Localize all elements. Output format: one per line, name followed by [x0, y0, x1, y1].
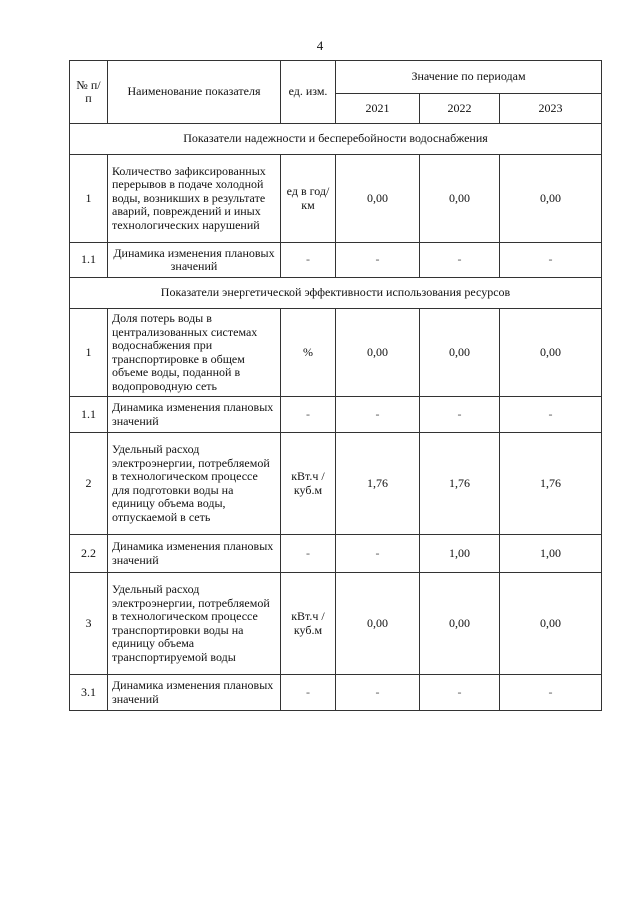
row-value: 1,76 — [420, 433, 500, 535]
header-year: 2023 — [500, 94, 602, 124]
row-value: - — [500, 675, 602, 711]
table-row — [70, 243, 602, 278]
indicators-table — [69, 60, 602, 711]
row-value: - — [336, 675, 420, 711]
section-header-row — [70, 124, 602, 155]
row-num: 2 — [70, 433, 108, 535]
row-name: Динамика изменения плановых значений — [108, 243, 281, 278]
row-value: 1,76 — [500, 433, 602, 535]
row-unit: - — [281, 535, 336, 573]
row-name: Количество зафиксированных перерывов в подаче холодной воды, возникших в результате аварий, повреждений и иных технологических нарушений — [108, 155, 281, 243]
row-value: - — [336, 535, 420, 573]
header-periods: Значение по периодам — [336, 61, 602, 94]
header-name: Наименование показателя — [108, 61, 281, 124]
row-unit: - — [281, 675, 336, 711]
row-value: - — [420, 397, 500, 433]
row-value: 0,00 — [420, 155, 500, 243]
row-value: 0,00 — [420, 309, 500, 397]
header-unit: ед. изм. — [281, 61, 336, 124]
row-value: - — [420, 243, 500, 278]
row-name: Удельный расход электроэнергии, потребляемой в технологическом процессе для подготовки воды на единицу объема воды, отпускаемой в сеть — [108, 433, 281, 535]
table-row — [70, 309, 602, 397]
table-row — [70, 675, 602, 711]
row-name: Динамика изменения плановых значений — [108, 535, 281, 573]
table-row — [70, 155, 602, 243]
row-value: 0,00 — [500, 309, 602, 397]
row-value: - — [500, 243, 602, 278]
row-value: 0,00 — [500, 573, 602, 675]
row-name: Динамика изменения плановых значений — [108, 675, 281, 711]
row-value: - — [500, 397, 602, 433]
row-value: 1,76 — [336, 433, 420, 535]
row-unit: % — [281, 309, 336, 397]
row-num: 3 — [70, 573, 108, 675]
table-row — [70, 433, 602, 535]
row-value: - — [336, 397, 420, 433]
table-row — [70, 397, 602, 433]
row-value: - — [336, 243, 420, 278]
section-title: Показатели надежности и бесперебойности водоснабжения — [70, 124, 602, 155]
header-num: № п/п — [70, 61, 108, 124]
section-title: Показатели энергетической эффективности использования ресурсов — [70, 278, 602, 309]
row-unit: кВт.ч / куб.м — [281, 573, 336, 675]
row-value: 0,00 — [336, 155, 420, 243]
row-value: 0,00 — [336, 309, 420, 397]
row-name: Доля потерь воды в централизованных системах водоснабжения при транспортировке в общем объеме воды, поданной в водопроводную сеть — [108, 309, 281, 397]
row-unit: ед в год/ км — [281, 155, 336, 243]
row-value: 0,00 — [336, 573, 420, 675]
table-row — [70, 573, 602, 675]
row-unit: - — [281, 243, 336, 278]
header-year: 2022 — [420, 94, 500, 124]
row-name: Удельный расход электроэнергии, потребляемой в технологическом процессе транспортировки воды на единицу объема транспортируемой воды — [108, 573, 281, 675]
row-num: 1 — [70, 309, 108, 397]
row-value: - — [420, 675, 500, 711]
row-name: Динамика изменения плановых значений — [108, 397, 281, 433]
row-value: 0,00 — [500, 155, 602, 243]
row-value: 0,00 — [420, 573, 500, 675]
row-value: 1,00 — [420, 535, 500, 573]
table-row — [70, 535, 602, 573]
row-num: 1.1 — [70, 243, 108, 278]
row-num: 3.1 — [70, 675, 108, 711]
row-unit: - — [281, 397, 336, 433]
row-num: 2.2 — [70, 535, 108, 573]
header-year: 2021 — [336, 94, 420, 124]
page-number: 4 — [316, 38, 324, 53]
row-num: 1 — [70, 155, 108, 243]
row-unit: кВт.ч / куб.м — [281, 433, 336, 535]
row-num: 1.1 — [70, 397, 108, 433]
section-header-row — [70, 278, 602, 309]
row-value: 1,00 — [500, 535, 602, 573]
